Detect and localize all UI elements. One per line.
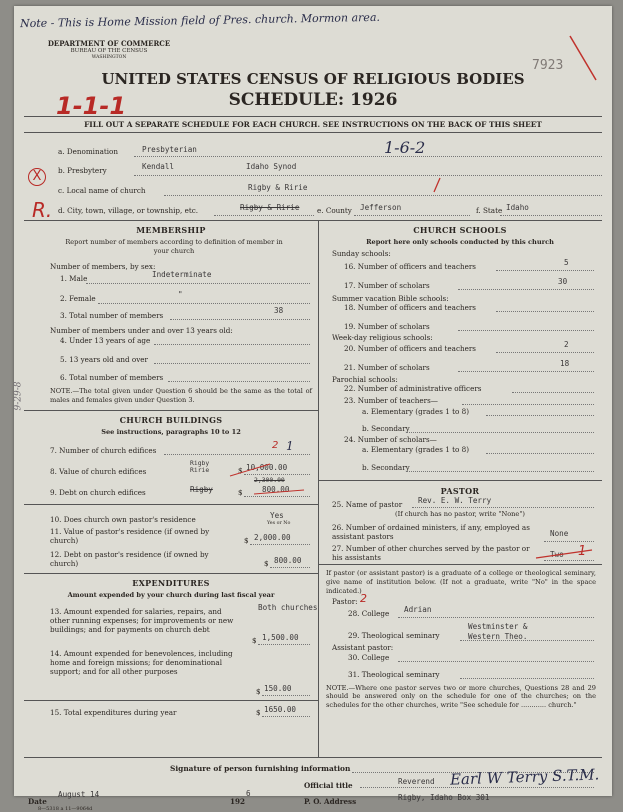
q12-value: 800.00: [274, 556, 302, 565]
q21-value: 18: [560, 359, 570, 368]
department-label: DEPARTMENT OF COMMERCE: [47, 39, 171, 48]
q15-value: 1650.00: [264, 705, 297, 714]
q9-crossed-value: 2,300.00: [254, 476, 285, 484]
q7-value: 1: [286, 439, 294, 453]
q3-value: 38: [274, 306, 284, 315]
form-number: 7923: [532, 58, 564, 73]
q27-value: Two: [550, 550, 564, 559]
q27-red-mark: 1: [578, 544, 587, 559]
signature-label: Signature of person furnishing information: [170, 764, 351, 773]
q8-value: 10,000.00: [246, 463, 288, 472]
q18-label: 18. Number of officers and teachers: [344, 303, 476, 312]
local-name-value: Rigby & Ririe: [248, 183, 308, 192]
pastor-note: NOTE.—Where one pastor serves two or more churches, Questions 28 and 29 should be answered only on the schedule for one of the churches; on the schedules for the other churches, write "See schedule for ............ church.": [326, 684, 596, 709]
year-prefix: 192: [230, 797, 246, 806]
q8-label: 8. Value of church edifices: [50, 467, 147, 476]
expenditures-sub: Amount expended by your church during last fiscal year: [67, 591, 275, 599]
q25-hint: (If church has no pastor, write "None"): [395, 510, 525, 518]
county-label: e. County: [317, 206, 352, 215]
q30-label: 30. College: [348, 653, 390, 662]
q9-label: 9. Debt on church edifices: [50, 488, 146, 497]
city-label: WASHINGTON: [91, 55, 127, 60]
margin-side-note: 9-29-8: [13, 381, 24, 411]
q24a-label: a. Elementary (grades 1 to 8): [362, 445, 469, 454]
q21-label: 21. Number of scholars: [344, 363, 430, 372]
q1-value: Indeterminate: [152, 270, 212, 279]
q10-label: 10. Does church own pastor's residence: [50, 515, 196, 524]
state-label: f. State: [476, 206, 503, 215]
county-value: Jefferson: [360, 203, 402, 212]
form-code: 8—5318 a 11—9064d: [38, 806, 93, 812]
expenditures-title: EXPENDITURES: [132, 578, 210, 588]
pastor-sub-label: Pastor:: [332, 597, 358, 606]
official-title-label: Official title: [304, 781, 353, 790]
q11-value: 2,000.00: [254, 533, 291, 542]
members-by-sex-label: Number of members, by sex:: [50, 262, 156, 271]
city-field-label: d. City, town, village, or township, etc.: [58, 206, 199, 215]
q22-label: 22. Number of administrative officers: [344, 384, 482, 393]
q17-label: 17. Number of scholars: [344, 281, 430, 290]
red-code: 1-1-1: [56, 92, 127, 120]
city-field-value: Rigby & Ririe: [240, 203, 300, 212]
denomination-label: a. Denomination: [58, 147, 118, 156]
age-groups-label: Number of members under and over 13 years old:: [50, 326, 233, 335]
year-suffix: 6: [246, 789, 251, 798]
both-churches-note: Both churches: [258, 603, 318, 612]
q9-value: 800.00: [262, 485, 290, 494]
instruction-banner: FILL OUT A SEPARATE SCHEDULE FOR EACH CHURCH. SEE INSTRUCTIONS ON THE BACK OF THIS SHEET: [84, 120, 542, 129]
q5-label: 5. 13 years old and over: [60, 355, 148, 364]
census-schedule-page: Note - This is Home Mission field of Pres. church. Mormon area. DEPARTMENT OF COMMERCE BUREAU OF THE CENSUS WASHINGTON 7923 UNITED STATES CENSUS OF RELIGIOUS BODIES SCHEDULE: 1926 1-1-1 FILL OUT A SEPARATE SCHEDULE FOR EACH CHURCH. SEE INSTRUCTIONS ON THE BACK OF THIS SHEET a. Denomination Presbyterian 1-6-2 b. Presbytery Kendall Idaho Synod c. Local name of church Rigby & Ririe d. City, town, village, or township, etc. Rigby & Ririe e. County Jefferson f. State Idaho R. X 9-29-8 MEMBERSHIP Report number of members according to definition of member in your church Number of members, by sex: 1. Male Indeterminate 2. Female " 3. Total number of members 38 Number of members under and over 13 years old: 4. Under 13 years of age 5. 13 years old and over 6. Total number of members NOTE.—The total given under Question 6 should be the same as the total of males and females given under Question 3. CHURCH BUILDINGS See instructions, paragraphs 10 to 12 7. Number of church edifices 1 2 8. Value of church edifices Rigby Ririe $ 10,000.00 9. Debt on church edifices Rigby 2,300.00 $ 800.00 10. Does church own pastor's residence Yes Yes or No 11. Value of pastor's residence (if owned by church) $ 2,000.00 12. Debt on pastor's residence (if owned by church) $ 800.00 EXPENDITURES Amount expended by your church during last fiscal year Both churches 13. Amount expended for salaries, repairs, and other running expenses; for improvements or new buildings; and for payments on church debt $ 1,500.00 14. Amount expended for benevolences, including home and foreign missions; for denominational support; and for all other purposes $ 150.00 15. Total expenditures during year $ 1650.00 CHURCH SCHOOLS Report here only schools conducted by this church Sunday schools: 16. Number of officers and teachers 5 17. Number of scholars 30 Summer vacation Bible schools: 18. Number of officers and teachers 19. Number of scholars Week-day religious schools: 20. Number of officers and teachers 2 21. Number of scholars 18 Parochial schools: 22. Number of administrative officers 23. Number of teachers— a. Elementary (grades 1 to 8) b. Secondary 24. Number of scholars— a. Elementary (grades 1 to 8) b. Secondary PASTOR 25. Name of pastor Rev. E. W. Terry (If church has no pastor, write "None") 26. Number of ordained ministers, if any, employed as assistant pastors None 27. Number of other churches served by the pastor or his assistants Two 1 If pastor (or assistant pastor) is a graduate of a college or theological seminary, give name of institution below. (If not a graduate, write "No" in the space indicated.) Pastor: 2 28. College Adrian 29. Theological seminary Westminster & Western Theo. Assistant pastor: 30. College 31. Theological seminary NOTE.—Where one pastor serves two or more churches, Questions 28 and 29 should be answered only on the schedule for one of the churches; on the schedules for the other churches, write "See schedule for ............ church." Signature of person furnishing information Official title Reverend Earl W Terry S.T.M. Date August 14 192 6 P. O. Address Rigby, Idaho Box 301 8—5318 a 11—9064d: [14, 6, 612, 796]
q13-label: 13. Amount expended for salaries, repairs, and other running expenses; for improvements or new buildings; and for payments on church debt: [50, 607, 234, 635]
q16-label: 16. Number of officers and teachers: [344, 262, 476, 271]
presbytery-value: Kendall: [142, 162, 175, 171]
parochial-schools-label: Parochial schools:: [332, 375, 398, 384]
official-title-value: Reverend: [398, 777, 435, 786]
margin-circle-mark: X: [28, 168, 46, 186]
q20-value: 2: [564, 340, 569, 349]
q14-label: 14. Amount expended for benevolences, including home and foreign missions; for denominational support; and for all other purposes: [50, 649, 233, 677]
synod-value: Idaho Synod: [246, 162, 297, 171]
q12-label: 12. Debt on pastor's residence (if owned by church): [50, 550, 209, 568]
q20-label: 20. Number of officers and teachers: [344, 344, 476, 353]
pastor-title: PASTOR: [440, 486, 480, 496]
q24b-label: b. Secondary: [362, 463, 410, 472]
q2-label: 2. Female: [60, 294, 96, 303]
q15-label: 15. Total expenditures during year: [50, 708, 177, 717]
buildings-sub: See instructions, paragraphs 10 to 12: [101, 428, 241, 436]
q26-value: None: [550, 529, 569, 538]
q7-check: 2: [272, 440, 279, 451]
q7-label: 7. Number of church edifices: [50, 446, 157, 455]
summer-schools-label: Summer vacation Bible schools:: [332, 294, 449, 303]
q10-value: Yes: [270, 511, 284, 520]
q25-value: Rev. E. W. Terry: [418, 496, 492, 505]
buildings-title: CHURCH BUILDINGS: [119, 415, 223, 425]
q28-label: 28. College: [348, 609, 390, 618]
assistant-pastor-label: Assistant pastor:: [332, 643, 394, 652]
pastor-red-mark: 2: [360, 592, 367, 605]
date-value: August 14: [58, 790, 100, 799]
red-pencil-marks: [14, 6, 612, 796]
denomination-code: 1-6-2: [384, 138, 426, 157]
q28-value: Adrian: [404, 605, 432, 614]
q1-label: 1. Male: [60, 274, 88, 283]
schools-title: CHURCH SCHOOLS: [413, 225, 507, 235]
q27-label: 27. Number of other churches served by the pastor or his assistants: [332, 544, 530, 562]
q23a-label: a. Elementary (grades 1 to 8): [362, 407, 469, 416]
schools-intro: Report here only schools conducted by this church: [366, 238, 554, 246]
date-label: Date: [28, 797, 47, 806]
q11-label: 11. Value of pastor's residence (if owned by church): [50, 527, 210, 545]
po-address-label: P. O. Address: [304, 797, 357, 806]
local-name-label: c. Local name of church: [58, 186, 146, 195]
q14-value: 150.00: [264, 684, 292, 693]
denomination-value: Presbyterian: [142, 145, 197, 154]
weekday-schools-label: Week-day religious schools:: [332, 333, 433, 342]
po-address-value: Rigby, Idaho Box 301: [398, 793, 490, 802]
q29-value-line1: Westminster &: [468, 622, 528, 631]
q13-value: 1,500.00: [262, 633, 299, 642]
presbytery-label: b. Presbytery: [58, 166, 107, 175]
q19-label: 19. Number of scholars: [344, 322, 430, 331]
q16-value: 5: [564, 258, 569, 267]
q3-label: 3. Total number of members: [60, 311, 164, 320]
q8-places: Rigby Ririe: [190, 459, 210, 474]
handwritten-note: Note - This is Home Mission field of Pres. church. Mormon area.: [19, 10, 381, 31]
state-value: Idaho: [506, 203, 529, 212]
q4-label: 4. Under 13 years of age: [60, 336, 151, 345]
q24-label: 24. Number of scholars—: [344, 435, 437, 444]
q29-value-line2: Western Theo.: [468, 632, 528, 641]
margin-r-mark: R.: [32, 198, 53, 222]
q9-place: Rigby: [190, 485, 213, 494]
pastor-signature: Earl W Terry S.T.M.: [449, 765, 600, 789]
membership-intro: Report number of members according to definition of member in your church: [65, 238, 283, 255]
q29-label: 29. Theological seminary: [348, 631, 440, 640]
bureau-label: BUREAU OF THE CENSUS: [70, 48, 148, 54]
sunday-schools-label: Sunday schools:: [332, 249, 391, 258]
graduate-note: If pastor (or assistant pastor) is a graduate of a college or theological seminary, give name of institution below. (If not a graduate, write "No" in the space indicated.): [326, 569, 596, 595]
q25-label: 25. Name of pastor: [332, 500, 403, 509]
q31-label: 31. Theological seminary: [348, 670, 440, 679]
page-title: UNITED STATES CENSUS OF RELIGIOUS BODIES: [101, 70, 525, 88]
membership-title: MEMBERSHIP: [136, 225, 206, 235]
q23-label: 23. Number of teachers—: [344, 396, 438, 405]
q26-label: 26. Number of ordained ministers, if any, employed as assistant pastors: [332, 523, 530, 541]
q17-value: 30: [558, 277, 568, 286]
q23b-label: b. Secondary: [362, 424, 410, 433]
q6-label: 6. Total number of members: [60, 373, 164, 382]
membership-note: NOTE.—The total given under Question 6 should be the same as the total of males and females given under Question 3.: [50, 387, 312, 404]
q10-hint: Yes or No: [267, 521, 291, 526]
q2-value: ": [178, 290, 183, 299]
page-subtitle: SCHEDULE: 1926: [228, 90, 398, 110]
